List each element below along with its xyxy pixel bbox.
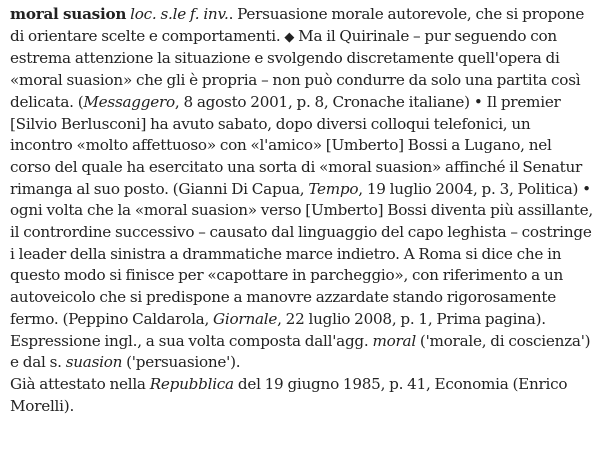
attestation-source: Repubblica	[149, 374, 234, 393]
quote-2-text: Il premier [Silvio Berlusconi] ha avuto sabato, dopo diversi colloqui telefonici, un incontro «molto affettuoso» con «l'amico» [Umberto] Bossi a Lugano, nel corso del quale ha esercitato una sorta di «moral suasion» affinché il Senatur rimanga al suo posto. (Gianni Di Capua,	[10, 92, 583, 198]
diamond-icon: ◆	[284, 29, 295, 45]
headword: moral suasion	[10, 5, 127, 23]
quote-2-ref: , 19 luglio 2004, p. 3, Politica) •	[358, 179, 591, 198]
quote-3-ref: , 22 luglio 2008, p. 1, Prima pagina).	[277, 309, 546, 328]
definition: . Persuasione morale autorevole, che si propone di orientare scelte e comportamenti.	[10, 5, 585, 45]
quote-3-source: Giornale	[213, 309, 278, 328]
etymology	[10, 331, 596, 374]
etymology-pre: Espressione ingl., a sua volta composta dall'agg.	[10, 331, 373, 350]
dictionary-entry	[10, 4, 596, 417]
etymology-mid-2: ('persuasione').	[122, 353, 241, 372]
quote-1-ref: , 8 agosto 2001, p. 8, Cronache italiane) •	[174, 92, 487, 111]
etymology-mid-1: ('morale, di coscienza') e dal s.	[10, 331, 591, 372]
quote-2-source: Tempo	[308, 179, 359, 198]
etymology-word-2: suasion	[65, 353, 123, 372]
attestation-pre: Già attestato nella	[10, 374, 150, 393]
quote-3-text: ogni volta che la «moral suasion» verso [Umberto] Bossi diventa più assillante, il contrordine successivo – causato dal linguaggio del capo leghista – costringe i leader della sinistra a drammatiche marce indietro. A Roma si dice che in questo modo si finisce per «capottare in parcheggio», con riferimento a un autoveicolo che si predispone a manovre azzardate stando rigorosamente fermo. (Peppino Caldarola,	[10, 201, 593, 328]
entry-body	[10, 4, 596, 331]
etymology-word-1: moral	[372, 331, 416, 350]
attestation	[10, 374, 596, 417]
attestation-post: del 19 giugno 1985, p. 41, Economia (Enrico Morelli).	[10, 374, 568, 415]
quote-1-text: Ma il Quirinale – pur seguendo con estrema attenzione la situazione e svolgendo discretamente quell'opera di «moral suasion» che gli è propria – non può condurre da solo una partita così delicata. (	[10, 26, 581, 111]
quote-1-source: Messaggero	[83, 92, 175, 111]
grammar-label: loc. s.le f. inv.	[130, 5, 229, 23]
